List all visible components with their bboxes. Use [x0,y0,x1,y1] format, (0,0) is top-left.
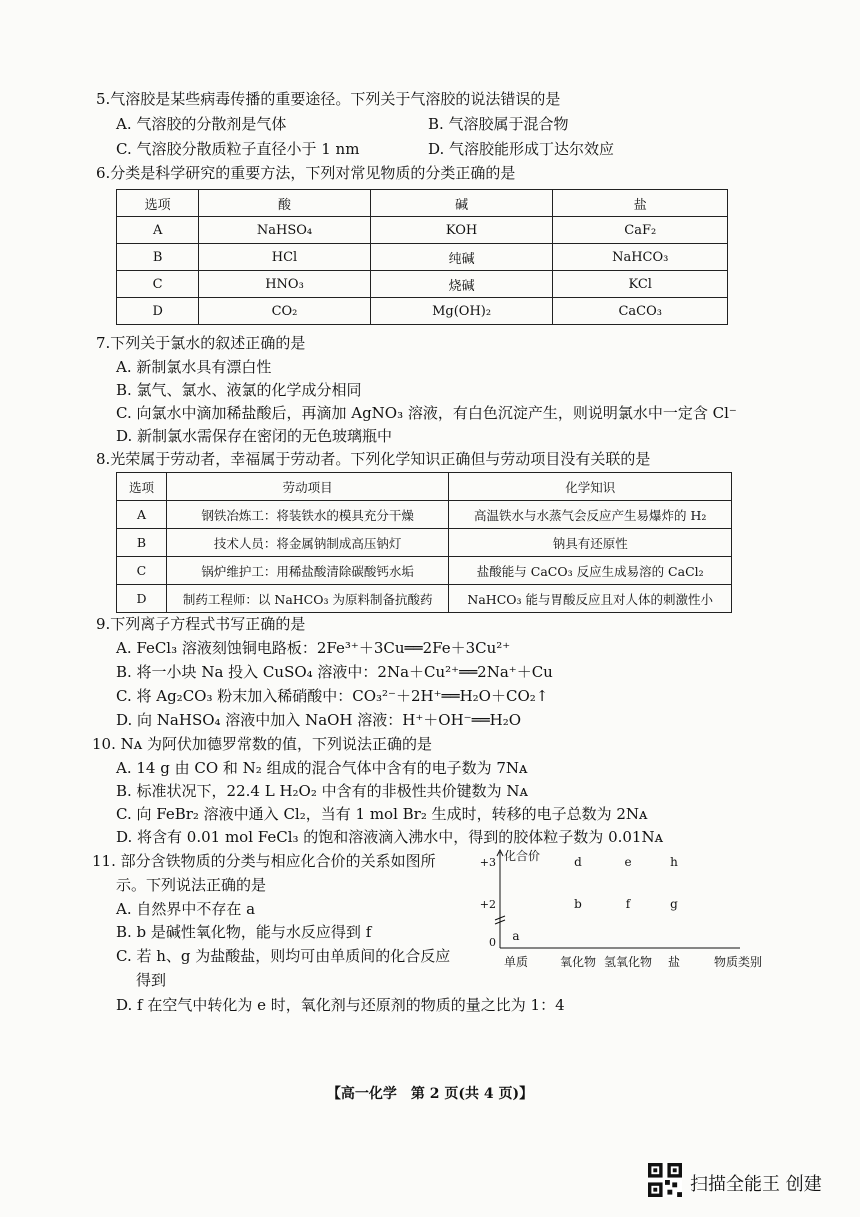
q7-option-c: C. 向氯水中滴加稀盐酸后，再滴加 AgNO₃ 溶液，有白色沉淀产生，则说明氯水中一定含 Cl⁻ [116,404,737,422]
table-cell: C [117,271,199,298]
point-f: f [625,897,631,911]
table-cell: CaCO₃ [553,298,728,325]
point-d: d [574,855,582,869]
point-b: b [574,897,582,911]
q5-option-a: A. 气溶胶的分散剂是气体 [116,115,287,133]
table-cell: CaF₂ [553,217,728,244]
table-cell: B [117,244,199,271]
table-header: 碱 [370,190,553,217]
table-cell: NaHSO₄ [199,217,370,244]
table-cell: 锅炉维护工：用稀盐酸清除碳酸钙水垢 [166,557,449,585]
qr-code-icon [648,1163,682,1197]
table-cell: 技术人员：将金属钠制成高压钠灯 [166,529,449,557]
q7-option-a: A. 新制氯水具有漂白性 [116,358,272,376]
q8-table [116,472,732,613]
table-row [117,529,732,557]
q7-stem: 7.下列关于氯水的叙述正确的是 [96,334,306,352]
table-cell: 钢铁冶炼工：将装铁水的模具充分干燥 [166,501,449,529]
scanner-brand: 扫描全能王 创建 [690,1174,822,1195]
table-cell: 烧碱 [370,271,553,298]
table-cell: HCl [199,244,370,271]
q11-option-a: A. 自然界中不存在 a [116,900,256,918]
table-header: 劳动项目 [166,473,449,501]
q9-option-c: C. 将 Ag₂CO₃ 粉末加入稀硝酸中：CO₃²⁻＋2H⁺══H₂O＋CO₂↑ [116,687,549,705]
y-tick-label: +3 [479,856,496,869]
x-tick-label: 氢氧化物 [603,955,653,969]
table-cell: B [117,529,167,557]
table-cell: A [117,501,167,529]
table-header: 化学知识 [449,473,732,501]
q10-option-b: B. 标准状况下，22.4 L H₂O₂ 中含有的非极性共价键数为 Nᴀ [116,782,528,800]
table-row [117,271,728,298]
table-row [117,557,732,585]
x-tick-label: 单质 [503,955,529,969]
table-cell: 盐酸能与 CaCO₃ 反应生成易溶的 CaCl₂ [449,557,732,585]
table-row [117,298,728,325]
page-footer: 【高一化学 第 2 页(共 4 页)】 [326,1086,534,1102]
table-header: 选项 [117,473,167,501]
point-h: h [670,855,678,869]
q10-option-d: D. 将含有 0.01 mol FeCl₃ 的饱和溶液滴入沸水中，得到的胶体粒子数为 0.01Nᴀ [116,828,664,846]
y-axis-label: 化合价 [504,849,541,863]
q11-option-c-line2: 得到 [136,971,167,989]
y-tick-label: 0 [489,936,496,949]
q10-option-a: A. 14 g 由 CO 和 N₂ 组成的混合气体中含有的电子数为 7Nᴀ [116,759,528,777]
q5-option-b: B. 气溶胶属于混合物 [428,115,569,133]
table-cell: NaHCO₃ 能与胃酸反应且对人体的刺激性小 [449,585,732,613]
table-cell: 制药工程师：以 NaHCO₃ 为原料制备抗酸药 [166,585,449,613]
q11-option-b: B. b 是碱性氧化物，能与水反应得到 f [116,923,372,941]
table-row [117,585,732,613]
table-cell: NaHCO₃ [553,244,728,271]
table-header: 酸 [199,190,370,217]
table-cell: CO₂ [199,298,370,325]
table-row [117,217,728,244]
q9-option-b: B. 将一小块 Na 投入 CuSO₄ 溶液中：2Na＋Cu²⁺══2Na⁺＋Cu [116,663,553,681]
point-e: e [624,855,632,869]
point-a: a [512,929,520,943]
table-cell: Mg(OH)₂ [370,298,553,325]
table-cell: C [117,557,167,585]
point-g: g [670,897,678,911]
table-cell: A [117,217,199,244]
q11-option-d: D. f 在空气中转化为 e 时，氧化剂与还原剂的物质的量之比为 1：4 [116,996,565,1014]
x-tick-label: 氧化物 [559,955,597,969]
q10-stem: 10. Nᴀ 为阿伏加德罗常数的值，下列说法正确的是 [92,735,432,753]
y-tick-label: +2 [479,898,496,911]
q9-stem: 9.下列离子方程式书写正确的是 [96,615,306,633]
q5-stem: 5.气溶胶是某些病毒传播的重要途径。下列关于气溶胶的说法错误的是 [96,90,561,108]
table-cell: 高温铁水与水蒸气会反应产生易爆炸的 H₂ [449,501,732,529]
x-axis-label: 物质类别 [713,955,762,969]
q10-option-c: C. 向 FeBr₂ 溶液中通入 Cl₂，当有 1 mol Br₂ 生成时，转移的电子总数为 2Nᴀ [116,805,648,823]
q5-option-d: D. 气溶胶能形成丁达尔效应 [428,140,615,158]
table-cell: D [117,585,167,613]
table-cell: 钠具有还原性 [449,529,732,557]
table-cell: KCl [553,271,728,298]
table-cell: KOH [370,217,553,244]
q6-table [116,189,728,325]
q7-option-b: B. 氯气、氯水、液氯的化学成分相同 [116,381,362,399]
table-header: 盐 [553,190,728,217]
q11-stem-line2: 示。下列说法正确的是 [116,876,267,894]
table-row [117,244,728,271]
table-header: 选项 [117,190,199,217]
q9-option-d: D. 向 NaHSO₄ 溶液中加入 NaOH 溶液：H⁺＋OH⁻══H₂O [116,711,522,729]
q8-stem: 8.光荣属于劳动者，幸福属于劳动者。下列化学知识正确但与劳动项目没有关联的是 [96,450,651,468]
q11-option-c-line1: C. 若 h、g 为盐酸盐，则均可由单质间的化合反应 [116,947,451,965]
q7-option-d: D. 新制氯水需保存在密闭的无色玻璃瓶中 [116,427,393,445]
table-row [117,501,732,529]
q5-option-c: C. 气溶胶分散质粒子直径小于 1 nm [116,140,360,158]
valence-class-chart [470,846,770,974]
q9-option-a: A. FeCl₃ 溶液刻蚀铜电路板：2Fe³⁺＋3Cu══2Fe＋3Cu²⁺ [116,639,511,657]
x-tick-label: 盐 [667,955,681,969]
table-cell: D [117,298,199,325]
table-cell: HNO₃ [199,271,370,298]
q11-stem-line1: 11. 部分含铁物质的分类与相应化合价的关系如图所 [92,852,436,870]
table-cell: 纯碱 [370,244,553,271]
q6-stem: 6.分类是科学研究的重要方法，下列对常见物质的分类正确的是 [96,164,516,182]
